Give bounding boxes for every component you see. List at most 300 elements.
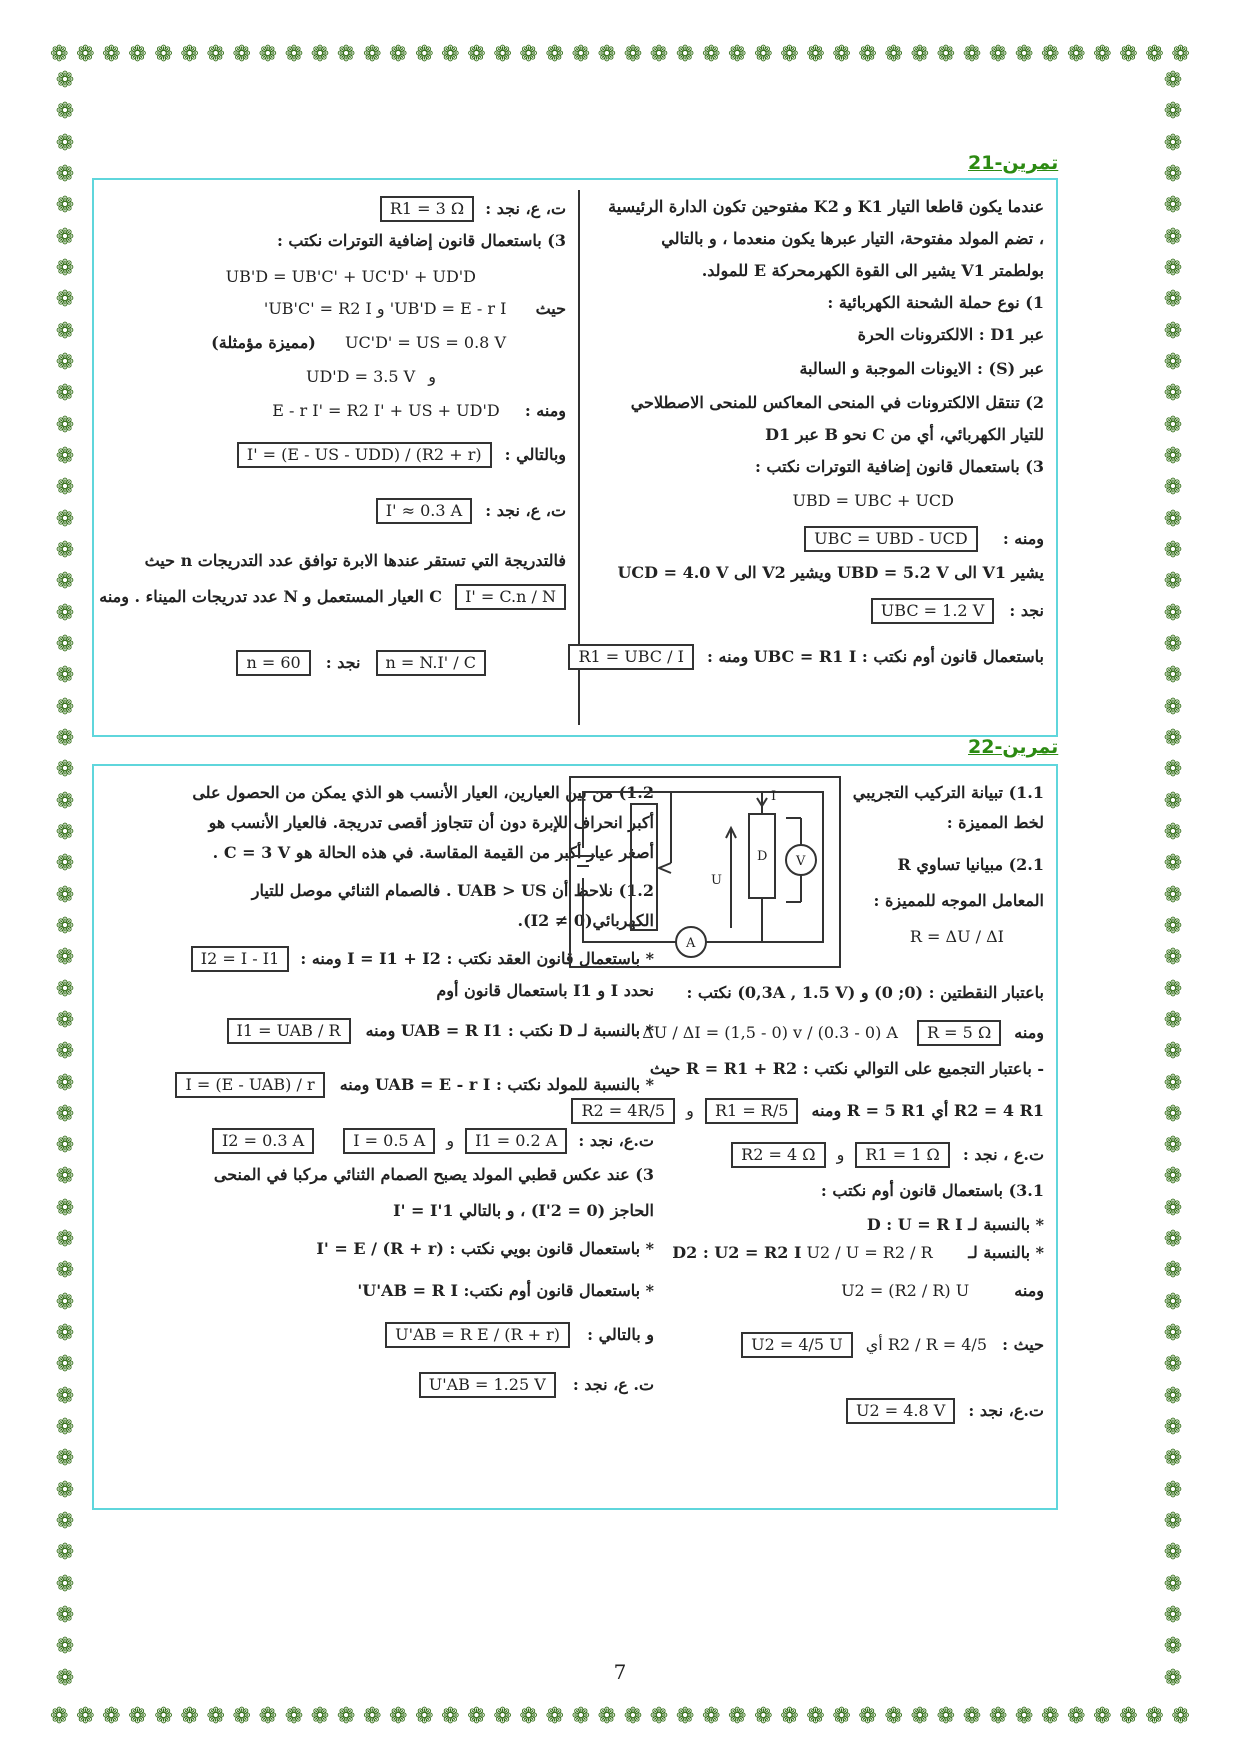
palm-tree-icon: ❁ <box>180 42 199 67</box>
palm-tree-icon: ❁ <box>1163 412 1183 438</box>
palm-tree-icon: ❁ <box>884 42 903 67</box>
palm-tree-icon: ❁ <box>780 1704 799 1729</box>
palm-tree-icon: ❁ <box>55 1665 75 1690</box>
ex21-r-line7: 2) تنتقل الالكترونات في المنحى المعاكس للمنحى الاصطلاحي <box>630 393 1044 412</box>
palm-tree-icon: ❁ <box>1163 1477 1183 1503</box>
ex22-r-line14-prefix: ومنه <box>1014 1281 1044 1300</box>
palm-tree-icon: ❁ <box>962 42 982 67</box>
ammeter-label: A <box>686 936 696 951</box>
ex21-r-line10: يشير V1 الى UBD = 5.2 V ويشير V2 الى UCD = 4.0 V <box>617 563 1044 582</box>
ex22-r-line9-and: و <box>686 1101 694 1120</box>
palm-tree-icon: ❁ <box>1040 1704 1060 1729</box>
ex22-r-line9: R2 = 4 R1 أي R = 5 R1 ومنه <box>811 1101 1044 1120</box>
palm-tree-icon: ❁ <box>519 42 538 67</box>
exercise-21-panel <box>92 178 1058 737</box>
palm-tree-icon: ❁ <box>55 1227 75 1253</box>
ex22-r-line8: - باعتبار التجميع على التوالي نكتب : R = R1 + R2 حيث <box>649 1059 1044 1078</box>
ex21-r-line4: 1) نوع حملة الشحنة الكهربائية : <box>827 293 1044 312</box>
palm-tree-icon: ❁ <box>1163 631 1183 657</box>
palm-tree-icon: ❁ <box>258 1704 278 1729</box>
palm-tree-icon: ❁ <box>55 945 75 971</box>
palm-tree-icon: ❁ <box>1163 882 1183 908</box>
palm-tree-icon: ❁ <box>55 569 75 595</box>
palm-tree-icon: ❁ <box>1163 1603 1183 1629</box>
palm-tree-icon: ❁ <box>206 42 225 67</box>
palm-tree-icon: ❁ <box>441 1704 460 1729</box>
palm-tree-icon: ❁ <box>1119 42 1138 67</box>
palm-tree-icon: ❁ <box>910 42 930 67</box>
ex21-l-line10: C العيار المستعمل و N عدد تدريجات الميناء . ومنه <box>99 587 442 606</box>
palm-tree-icon: ❁ <box>1163 819 1183 845</box>
ex22-r-line12: * بالنسبة لـ D : U = R I <box>866 1215 1044 1234</box>
ex22-l-line10-box3: I2 = 0.3 A <box>212 1128 314 1154</box>
palm-tree-icon: ❁ <box>832 42 851 67</box>
palm-tree-icon: ❁ <box>936 1704 956 1729</box>
palm-tree-icon: ❁ <box>55 1195 75 1221</box>
palm-tree-icon: ❁ <box>1163 600 1183 626</box>
palm-tree-icon: ❁ <box>55 913 75 939</box>
palm-tree-icon: ❁ <box>55 537 75 563</box>
ex22-r-line9-box2: R2 = 4R/5 <box>571 1098 675 1124</box>
current-label: I <box>771 789 777 804</box>
palm-tree-icon: ❁ <box>1163 976 1183 1002</box>
palm-tree-icon: ❁ <box>1163 1634 1183 1660</box>
palm-tree-icon: ❁ <box>1163 1352 1183 1378</box>
palm-tree-icon: ❁ <box>55 412 75 438</box>
palm-tree-icon: ❁ <box>1067 42 1086 67</box>
ex22-l-line10-box1: I1 = 0.2 A <box>465 1128 567 1154</box>
ex22-r-line3: 2.1) مبيانيا تساوي R <box>897 855 1044 874</box>
palm-tree-icon: ❁ <box>128 42 147 67</box>
ex21-l-line9: فالتدريجة التي تستقر عندها الابرة توافق عدد التدريجات n حيث <box>144 551 566 570</box>
palm-tree-icon: ❁ <box>180 1704 199 1729</box>
ex22-l-line10-prefix: ت.ع، نجد : <box>578 1131 654 1150</box>
palm-tree-icon: ❁ <box>55 1258 75 1284</box>
ex22-r-line16-prefix: ت.ع، نجد : <box>968 1401 1044 1420</box>
ex22-l-line13: * باستعمال قانون بويي نكتب : I' = E / (R + r) <box>316 1239 654 1258</box>
palm-tree-icon: ❁ <box>1163 130 1183 156</box>
palm-tree-icon: ❁ <box>55 663 75 689</box>
palm-tree-icon: ❁ <box>936 42 956 67</box>
palm-tree-icon: ❁ <box>55 819 75 845</box>
palm-tree-icon: ❁ <box>55 381 75 407</box>
ex21-r-line9: 3) باستعمال قانون إضافية التوترات نكتب : <box>754 457 1044 476</box>
ex22-l-line9-box: I = (E - UAB) / r <box>175 1072 324 1098</box>
ex22-l-line8-box: I1 = UAB / R <box>227 1018 351 1044</box>
palm-tree-icon: ❁ <box>1093 1704 1112 1729</box>
palm-tree-icon: ❁ <box>1040 42 1060 67</box>
ex22-l-line8: * بالنسبة لـ D نكتب : UAB = R I1 ومنه <box>365 1021 654 1040</box>
palm-tree-icon: ❁ <box>128 1704 147 1729</box>
ex22-l-line15-prefix: و بالتالي : <box>587 1325 654 1344</box>
ex21-l-line6-prefix: ومنه : <box>524 401 566 420</box>
palm-tree-icon: ❁ <box>545 1704 564 1729</box>
voltage-label: U <box>711 873 722 888</box>
palm-tree-icon: ❁ <box>389 42 408 67</box>
palm-tree-icon: ❁ <box>55 161 75 187</box>
palm-tree-icon: ❁ <box>571 42 590 67</box>
palm-tree-icon: ❁ <box>623 1704 643 1729</box>
palm-tree-icon: ❁ <box>55 1509 75 1535</box>
ex21-r-line5: عبر D1 : الالكترونات الحرة <box>857 325 1044 344</box>
ex21-r-line2: ، تضم المولد مفتوحة، التيار عبرها يكون منعدما ، و بالتالي <box>661 229 1044 248</box>
palm-tree-icon: ❁ <box>780 42 799 67</box>
palm-tree-icon: ❁ <box>55 349 75 375</box>
ex21-r-line11-prefix: نجد : <box>1009 601 1044 620</box>
ex21-l-line11-mid: نجد : <box>325 653 361 672</box>
palm-tree-icon: ❁ <box>232 42 251 67</box>
palm-tree-icon: ❁ <box>467 42 486 67</box>
palm-tree-icon: ❁ <box>467 1704 486 1729</box>
ex21-l-line1-prefix: ت، ع، نجد : <box>485 199 566 218</box>
ex22-r-line2: لخط المميزة : <box>946 813 1044 832</box>
ex21-l-line7-prefix: وبالتالي : <box>504 445 566 464</box>
palm-tree-icon: ❁ <box>1163 1195 1183 1221</box>
ex21-right-column <box>578 180 1044 735</box>
palm-tree-icon: ❁ <box>649 1704 669 1729</box>
palm-tree-icon: ❁ <box>675 1704 695 1729</box>
ex22-r-line10-prefix: ت.ع ، نجد : <box>962 1145 1044 1164</box>
ex22-r-line15: R2 / R = 4/5 أي <box>865 1335 987 1354</box>
palm-tree-icon: ❁ <box>55 694 75 720</box>
palm-tree-icon: ❁ <box>1163 788 1183 814</box>
ex22-l-line3: أصغر عيار أكبر من القيمة المقاسة. في هذه الحالة هو C = 3 V . <box>212 843 654 862</box>
ex22-l-line6: * باستعمال قانون العقد نكتب : I = I1 + I2 ومنه : <box>300 949 654 968</box>
palm-tree-icon: ❁ <box>55 99 75 125</box>
palm-tree-icon: ❁ <box>1163 318 1183 344</box>
ex22-l-line4: 1.2) نلاحظ أن UAB > US . فالصمام الثنائي موصل للتيار <box>251 881 654 900</box>
palm-tree-icon: ❁ <box>754 42 773 67</box>
palm-tree-icon: ❁ <box>55 1383 75 1409</box>
palm-tree-icon: ❁ <box>1163 1540 1183 1566</box>
ex22-l-line5: الكهربائي(I2 ≠ 0). <box>517 911 654 930</box>
ex21-l-line8-box: I' ≈ 0.3 A <box>376 498 472 524</box>
palm-tree-icon: ❁ <box>55 1540 75 1566</box>
palm-tree-icon: ❁ <box>55 287 75 313</box>
ex21-l-line10-box: I' = C.n / N <box>455 584 566 610</box>
ex22-r-line13-eq: U2 / U = R2 / R <box>806 1243 933 1262</box>
ex21-l-line5: UD'D = 3.5 V <box>305 367 416 386</box>
ex21-l-line7-box: I' = (E - US - UDD) / (R2 + r) <box>237 442 492 468</box>
palm-tree-icon: ❁ <box>55 1289 75 1315</box>
ex21-l-line1-box: R1 = 3 Ω <box>380 196 474 222</box>
palm-tree-icon: ❁ <box>415 1704 434 1729</box>
palm-tree-icon: ❁ <box>55 1007 75 1033</box>
palm-tree-icon: ❁ <box>728 1704 747 1729</box>
ex21-l-line6: E - r I' = R2 I' + US + UD'D <box>272 401 500 420</box>
palm-tree-icon: ❁ <box>362 42 382 67</box>
palm-tree-icon: ❁ <box>102 1704 121 1729</box>
palm-tree-icon: ❁ <box>806 42 825 67</box>
palm-tree-icon: ❁ <box>1171 1704 1190 1729</box>
ex22-r-line14: U2 = (R2 / R) U <box>841 1281 970 1300</box>
palm-tree-icon: ❁ <box>649 42 669 67</box>
palm-tree-icon: ❁ <box>55 1477 75 1503</box>
ex22-r-line6: باعتبار النقطتين : (0; 0) و (0,3A , 1.5 V) نكتب : <box>686 983 1044 1002</box>
palm-tree-icon: ❁ <box>55 1101 75 1127</box>
palm-tree-icon: ❁ <box>1014 1704 1034 1729</box>
palm-tree-icon: ❁ <box>1163 1039 1183 1065</box>
palm-tree-icon: ❁ <box>1163 193 1183 219</box>
palm-tree-icon: ❁ <box>55 255 75 281</box>
ex22-r-line15-prefix: حيث : <box>1002 1335 1044 1354</box>
palm-tree-icon: ❁ <box>154 42 173 67</box>
ex22-r-line5: R = ΔU / ΔI <box>909 927 1004 946</box>
palm-tree-icon: ❁ <box>1145 42 1164 67</box>
ex21-r-eq1: UBD = UBC + UCD <box>792 491 954 510</box>
palm-tree-icon: ❁ <box>55 1352 75 1378</box>
palm-tree-icon: ❁ <box>55 725 75 751</box>
palm-tree-icon: ❁ <box>806 1704 825 1729</box>
palm-tree-icon: ❁ <box>545 42 564 67</box>
palm-tree-icon: ❁ <box>55 193 75 219</box>
palm-tree-icon: ❁ <box>55 1571 75 1597</box>
palm-tree-icon: ❁ <box>1163 1571 1183 1597</box>
ex21-l-line3: UB'D = E - r I' و UB'C' = R2 I' <box>263 299 507 318</box>
palm-tree-icon: ❁ <box>441 42 460 67</box>
ex21-r-line1: عندما يكون قاطعا التيار K1 و K2 مفتوحين تكون الدارة الرئيسية <box>608 197 1044 216</box>
ex21-left-column <box>99 180 566 735</box>
palm-tree-icon: ❁ <box>1163 349 1183 375</box>
palm-tree-icon: ❁ <box>55 600 75 626</box>
palm-tree-icon: ❁ <box>55 788 75 814</box>
ex22-r-line11: 3.1) باستعمال قانون أوم نكتب : <box>820 1181 1044 1200</box>
ex21-l-line11-box2: n = 60 <box>236 650 310 676</box>
ex21-r-line3: بولطمتر V1 يشير الى القوة الكهرمحركة E للمولد. <box>701 261 1044 280</box>
palm-tree-icon: ❁ <box>55 443 75 469</box>
palm-tree-icon: ❁ <box>55 1133 75 1159</box>
palm-tree-icon: ❁ <box>1171 42 1190 67</box>
palm-tree-icon: ❁ <box>1163 725 1183 751</box>
ex22-r-line10-box2: R2 = 4 Ω <box>731 1142 825 1168</box>
palm-tree-icon: ❁ <box>50 1704 69 1729</box>
palm-tree-icon: ❁ <box>1163 569 1183 595</box>
palm-tree-icon: ❁ <box>1163 663 1183 689</box>
palm-tree-icon: ❁ <box>55 318 75 344</box>
palm-tree-icon: ❁ <box>76 1704 95 1729</box>
palm-tree-icon: ❁ <box>832 1704 851 1729</box>
ex21-r-line8: للتيار الكهربائي، أي من C نحو B عبر D1 <box>765 425 1044 444</box>
palm-tree-icon: ❁ <box>55 976 75 1002</box>
palm-tree-icon: ❁ <box>55 757 75 783</box>
palm-tree-icon: ❁ <box>415 42 434 67</box>
palm-tree-icon: ❁ <box>1163 1321 1183 1347</box>
palm-tree-icon: ❁ <box>55 224 75 250</box>
palm-tree-icon: ❁ <box>1014 42 1034 67</box>
palm-tree-icon: ❁ <box>1163 1227 1183 1253</box>
palm-tree-icon: ❁ <box>55 1634 75 1660</box>
palm-tree-icon: ❁ <box>988 42 1008 67</box>
palm-tree-icon: ❁ <box>336 42 356 67</box>
ex22-r-line7-box: R = 5 Ω <box>917 1020 1001 1046</box>
palm-tree-icon: ❁ <box>1163 1070 1183 1096</box>
palm-tree-icon: ❁ <box>1163 1164 1183 1190</box>
ex22-r-line4: المعامل الموجه للمميزة : <box>873 891 1044 910</box>
palm-tree-icon: ❁ <box>701 1704 721 1729</box>
palm-tree-icon: ❁ <box>389 1704 408 1729</box>
palm-tree-icon: ❁ <box>1163 851 1183 877</box>
palm-tree-icon: ❁ <box>1163 1383 1183 1409</box>
ex22-l-line2: أكبر انحراف للإبرة دون أن تتجاوز أقصى تدريجة. فالعيار الأنسب هو <box>208 813 654 832</box>
palm-tree-icon: ❁ <box>1163 255 1183 281</box>
ex21-r-line6: عبر (S) : الايونات الموجبة و السالبة <box>799 359 1044 378</box>
palm-tree-icon: ❁ <box>910 1704 930 1729</box>
palm-tree-icon: ❁ <box>362 1704 382 1729</box>
palm-tree-icon: ❁ <box>55 1039 75 1065</box>
ex22-l-line16-prefix: ت. ع، نجد : <box>572 1375 654 1394</box>
ex22-l-line10-box2: I = 0.5 A <box>343 1128 435 1154</box>
palm-tree-icon: ❁ <box>55 851 75 877</box>
palm-tree-icon: ❁ <box>55 1070 75 1096</box>
page-number: 7 <box>613 1660 627 1684</box>
palm-tree-icon: ❁ <box>55 1603 75 1629</box>
ex22-l-line10-and: و <box>446 1131 455 1150</box>
palm-tree-icon: ❁ <box>988 1704 1008 1729</box>
ex22-l-line11: 3) عند عكس قطبي المولد يصبح الصمام الثنائي مركبا في المنحى <box>213 1165 654 1184</box>
palm-tree-icon: ❁ <box>1163 945 1183 971</box>
palm-tree-icon: ❁ <box>675 42 695 67</box>
ex22-l-line7: نحدد I و I1 باستعمال قانون أوم <box>436 981 654 1000</box>
palm-tree-icon: ❁ <box>754 1704 773 1729</box>
ex22-r-line16-box: U2 = 4.8 V <box>846 1398 955 1424</box>
palm-tree-icon: ❁ <box>1145 1704 1164 1729</box>
ex22-r-line15-box: U2 = 4/5 U <box>741 1332 853 1358</box>
ex22-right-lower: باعتبار النقطتين : (0; 0) و (0,3A , 1.5 V) نكتب : ومنه R = 5 Ω ΔU / ΔI = (1,5 - 0) v / (0.3 - 0) A - باعتبار التجميع على التوالي نكتب : R = R1 + R2 حيث R2 = 4 R1 أي R = 5 R1 ومنه R1 = R/5 و R2 = 4R/5 ت.ع ، نجد : R1 = 1 Ω و R2 = 4 Ω 3.1) باستعمال قانون أوم نكتب : * بالنسبة لـ D : U = R I * بالنسبة لـ D2 : U2 = R2 I U2 / U = R2 / R ومنه U2 = (R2 / R) U حيث : R2 / R = 4/5 أي U2 = 4/5 U ت.ع، نجد : U2 = 4.8 V <box>524 766 1044 1508</box>
ex22-r-line9-box1: R1 = R/5 <box>705 1098 798 1124</box>
top-border <box>50 40 1190 70</box>
palm-tree-icon: ❁ <box>1163 913 1183 939</box>
palm-tree-icon: ❁ <box>519 1704 538 1729</box>
left-border <box>50 70 80 1690</box>
palm-tree-icon: ❁ <box>55 130 75 156</box>
ex21-r-eq2-box: UBC = UBD - UCD <box>804 526 978 552</box>
ex22-l-line6-box: I2 = I - I1 <box>191 946 289 972</box>
palm-tree-icon: ❁ <box>1163 224 1183 250</box>
ex22-l-line9: * بالنسبة للمولد نكتب : UAB = E - r I ومنه <box>339 1075 654 1094</box>
palm-tree-icon: ❁ <box>232 1704 251 1729</box>
palm-tree-icon: ❁ <box>1163 1446 1183 1472</box>
palm-tree-icon: ❁ <box>1163 694 1183 720</box>
ex21-l-line4: UC'D' = US = 0.8 V <box>344 333 506 352</box>
palm-tree-icon: ❁ <box>1163 1415 1183 1441</box>
palm-tree-icon: ❁ <box>1163 1258 1183 1284</box>
palm-tree-icon: ❁ <box>1163 161 1183 187</box>
palm-tree-icon: ❁ <box>76 42 95 67</box>
palm-tree-icon: ❁ <box>1163 1133 1183 1159</box>
palm-tree-icon: ❁ <box>701 42 721 67</box>
ex21-l-eq1: UB'D = UB'C' + UC'D' + UD'D <box>225 267 476 286</box>
ex21-r-eq2-prefix: ومنه : <box>1002 529 1044 548</box>
ex21-l-line5-and: و <box>428 367 436 386</box>
palm-tree-icon: ❁ <box>623 42 643 67</box>
palm-tree-icon: ❁ <box>1163 1289 1183 1315</box>
exercise-22-panel <box>92 764 1058 1510</box>
palm-tree-icon: ❁ <box>1163 506 1183 532</box>
ex22-l-line16-box: U'AB = 1.25 V <box>419 1372 556 1398</box>
palm-tree-icon: ❁ <box>1163 1007 1183 1033</box>
palm-tree-icon: ❁ <box>1093 42 1112 67</box>
palm-tree-icon: ❁ <box>1067 1704 1086 1729</box>
palm-tree-icon: ❁ <box>206 1704 225 1729</box>
ex22-l-line12: الحاجز (I'2 = 0) ، و بالتالي I' = I'1 <box>393 1201 654 1220</box>
palm-tree-icon: ❁ <box>102 42 121 67</box>
exercise-21-title: تمرين-21 <box>968 152 1059 174</box>
palm-tree-icon: ❁ <box>728 42 747 67</box>
palm-tree-icon: ❁ <box>284 1704 304 1729</box>
palm-tree-icon: ❁ <box>154 1704 173 1729</box>
palm-tree-icon: ❁ <box>55 1415 75 1441</box>
palm-tree-icon: ❁ <box>1163 443 1183 469</box>
ex21-l-line11-box1: n = N.I' / C <box>376 650 486 676</box>
palm-tree-icon: ❁ <box>1163 1509 1183 1535</box>
palm-tree-icon: ❁ <box>55 475 75 501</box>
palm-tree-icon: ❁ <box>858 1704 877 1729</box>
palm-tree-icon: ❁ <box>55 882 75 908</box>
palm-tree-icon: ❁ <box>1163 537 1183 563</box>
palm-tree-icon: ❁ <box>493 42 512 67</box>
palm-tree-icon: ❁ <box>1163 1665 1183 1690</box>
exercise-22-title: تمرين-22 <box>968 736 1059 758</box>
palm-tree-icon: ❁ <box>858 42 877 67</box>
bottom-border <box>50 1702 1190 1732</box>
palm-tree-icon: ❁ <box>1163 287 1183 313</box>
voltmeter-label: V <box>796 854 806 869</box>
ex21-l-line2: 3) باستعمال قانون إضافية التوترات نكتب : <box>276 231 566 250</box>
ex22-r-line7-prefix: ومنه <box>1014 1023 1044 1042</box>
ex22-r-line1: 1.1) تبيانة التركيب التجريبي <box>852 783 1044 802</box>
palm-tree-icon: ❁ <box>1163 475 1183 501</box>
palm-tree-icon: ❁ <box>1163 99 1183 125</box>
ex21-r-line12: باستعمال قانون أوم نكتب : UBC = R1 I ومنه : <box>707 647 1044 666</box>
ex21-l-line8-prefix: ت، ع، نجد : <box>485 501 566 520</box>
ex22-r-line10-box1: R1 = 1 Ω <box>855 1142 949 1168</box>
palm-tree-icon: ❁ <box>597 1704 617 1729</box>
palm-tree-icon: ❁ <box>55 1321 75 1347</box>
ex22-l-line15-box: U'AB = R E / (R + r) <box>385 1322 570 1348</box>
diode-label: D <box>757 849 768 864</box>
ex22-r-line7: ΔU / ΔI = (1,5 - 0) v / (0.3 - 0) A <box>642 1023 898 1042</box>
palm-tree-icon: ❁ <box>55 1164 75 1190</box>
ex22-l-line1: 1.2) من بين العيارين، العيار الأنسب هو الذي يمكن من الحصول على <box>192 783 654 802</box>
palm-tree-icon: ❁ <box>1163 1101 1183 1127</box>
palm-tree-icon: ❁ <box>884 1704 903 1729</box>
palm-tree-icon: ❁ <box>50 42 69 67</box>
palm-tree-icon: ❁ <box>336 1704 356 1729</box>
palm-tree-icon: ❁ <box>571 1704 590 1729</box>
palm-tree-icon: ❁ <box>55 506 75 532</box>
palm-tree-icon: ❁ <box>493 1704 512 1729</box>
palm-tree-icon: ❁ <box>1163 381 1183 407</box>
palm-tree-icon: ❁ <box>1119 1704 1138 1729</box>
palm-tree-icon: ❁ <box>310 42 330 67</box>
ex22-l-line14: * باستعمال قانون أوم نكتب: U'AB = R I' <box>357 1281 654 1300</box>
ex21-r-line12-box: R1 = UBC / I <box>568 644 693 670</box>
ex21-l-line4-note: (مميزة مؤمثلة) <box>211 333 316 352</box>
palm-tree-icon: ❁ <box>55 70 75 93</box>
palm-tree-icon: ❁ <box>1163 757 1183 783</box>
ex21-l-line3-prefix: حيث <box>535 299 566 318</box>
palm-tree-icon: ❁ <box>55 631 75 657</box>
ex21-r-line11-box: UBC = 1.2 V <box>871 598 994 624</box>
ex22-r-line13: * بالنسبة لـ D2 : U2 = R2 I <box>672 1243 1044 1262</box>
palm-tree-icon: ❁ <box>1163 70 1183 93</box>
palm-tree-icon: ❁ <box>55 1446 75 1472</box>
palm-tree-icon: ❁ <box>310 1704 330 1729</box>
right-border <box>1158 70 1188 1690</box>
palm-tree-icon: ❁ <box>258 42 278 67</box>
palm-tree-icon: ❁ <box>284 42 304 67</box>
palm-tree-icon: ❁ <box>962 1704 982 1729</box>
